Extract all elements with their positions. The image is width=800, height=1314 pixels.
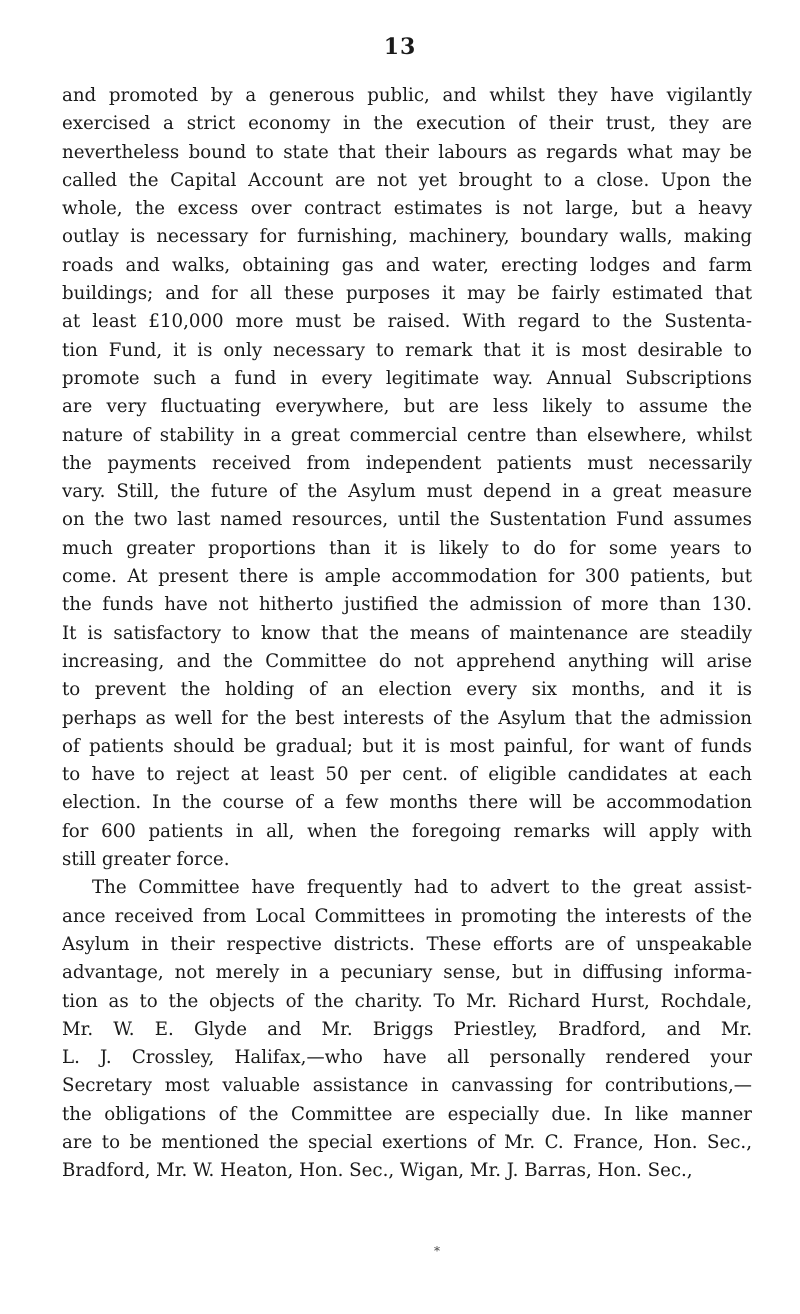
- text-line: advantage, not merely in a pecuniary sense, but in diffusing informa-: [62, 962, 752, 984]
- text-line: to have to reject at least 50 per cent. of eligible candidates at each: [62, 764, 752, 786]
- text-line: promote such a fund in every legitimate way. Annual Subscriptions: [62, 367, 752, 389]
- text-line: exercised a strict economy in the execution of their trust, they are: [62, 113, 752, 135]
- text-line: at least £10,000 more must be raised. With regard to the Sustenta-: [62, 311, 752, 333]
- page-number: 13: [383, 34, 417, 60]
- text-line: Mr. W. E. Glyde and Mr. Briggs Priestley, Bradford, and Mr.: [62, 1018, 752, 1040]
- text-line: called the Capital Account are not yet brought to a close. Upon the: [62, 169, 752, 191]
- text-line: roads and walks, obtaining gas and water, erecting lodges and farm: [62, 254, 752, 276]
- text-line: the payments received from independent patients must necessarily: [62, 452, 752, 474]
- text-line: perhaps as well for the best interests of the Asylum that the admission: [62, 707, 752, 729]
- text-line: The Committee have frequently had to advert to the great assist-: [92, 877, 752, 899]
- text-line: the obligations of the Committee are especially due. In like manner: [62, 1103, 752, 1125]
- text-line: come. At present there is ample accommodation for 300 patients, but: [62, 566, 752, 588]
- paragraph: [62, 82, 752, 874]
- text-line: outlay is necessary for furnishing, machinery, boundary walls, making: [62, 226, 752, 248]
- text-line: increasing, and the Committee do not apprehend anything will arise: [62, 650, 752, 672]
- text-line: tion Fund, it is only necessary to remark that it is most desirable to: [62, 339, 752, 361]
- text-line: election. In the course of a few months there will be accommodation: [62, 792, 752, 814]
- body-text: [62, 82, 752, 1186]
- text-line: ance received from Local Committees in promoting the interests of the: [62, 905, 752, 927]
- paragraph: [62, 874, 752, 1185]
- text-line: on the two last named resources, until the Sustentation Fund assumes: [62, 509, 752, 531]
- text-line: and promoted by a generous public, and whilst they have vigilantly: [62, 85, 752, 106]
- text-line: nevertheless bound to state that their labours as regards what may be: [62, 141, 752, 163]
- text-line: Bradford, Mr. W. Heaton, Hon. Sec., Wigan, Mr. J. Barras, Hon. Sec.,: [62, 1160, 693, 1182]
- text-line: vary. Still, the future of the Asylum must depend in a great measure: [62, 481, 752, 503]
- text-line: tion as to the objects of the charity. To Mr. Richard Hurst, Rochdale,: [62, 990, 752, 1012]
- text-line: L. J. Crossley, Halifax,—who have all personally rendered your: [62, 1047, 752, 1069]
- text-line: Secretary most valuable assistance in canvassing for contributions,—: [62, 1075, 752, 1097]
- text-line: to prevent the holding of an election every six months, and it is: [62, 679, 752, 701]
- text-line: still greater force.: [62, 849, 230, 871]
- text-line: are very fluctuating everywhere, but are less likely to assume the: [62, 396, 752, 418]
- footer-mark: *: [434, 1244, 440, 1258]
- text-line: Asylum in their respective districts. These efforts are of unspeakable: [62, 933, 752, 955]
- text-line: much greater proportions than it is likely to do for some years to: [62, 537, 752, 559]
- text-line: for 600 patients in all, when the foregoing remarks will apply with: [62, 820, 752, 842]
- text-line: the funds have not hitherto justified the admission of more than 130.: [62, 594, 752, 616]
- text-line: whole, the excess over contract estimates is not large, but a heavy: [62, 198, 752, 220]
- text-line: nature of stability in a great commercial centre than elsewhere, whilst: [62, 424, 752, 446]
- text-line: are to be mentioned the special exertions of Mr. C. France, Hon. Sec.,: [62, 1131, 752, 1153]
- text-line: buildings; and for all these purposes it may be fairly estimated that: [62, 283, 752, 305]
- text-line: It is satisfactory to know that the means of maintenance are steadily: [62, 622, 752, 644]
- text-line: of patients should be gradual; but it is most painful, for want of funds: [62, 735, 752, 757]
